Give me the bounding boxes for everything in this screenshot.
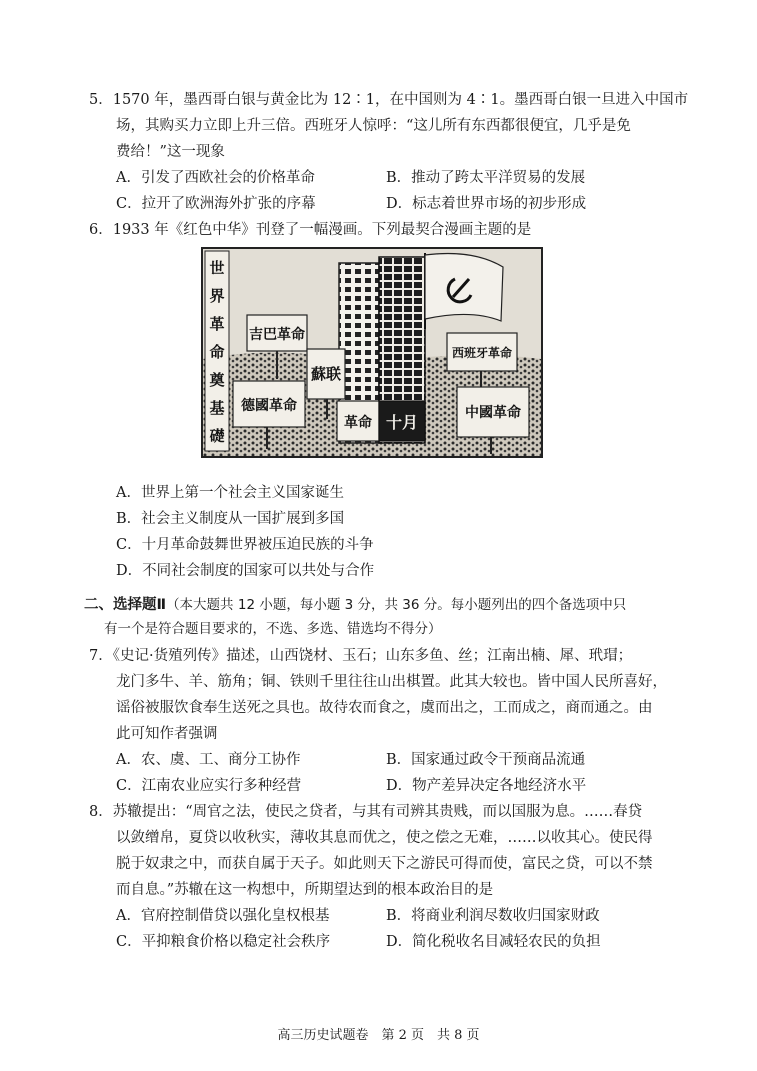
q7-option-d[interactable]: D．物产差异决定各地经济水平 (386, 778, 587, 794)
slogan-char: 基 (209, 399, 225, 417)
section2-desc-line2: 有一个是符合题目要求的，不选、多选、错选均不得分） (104, 621, 442, 637)
svg-text:德國革命: 德國革命 (241, 398, 297, 414)
section2-desc-line1: （本大题共 12 小题，每小题 3 分，共 36 分。每小题列出的四个备选项中只 (166, 597, 627, 613)
slogan-char: 界 (209, 287, 225, 305)
svg-text:西班牙革命: 西班牙革命 (451, 346, 513, 360)
q5-option-b[interactable]: B．推动了跨太平洋贸易的发展 (386, 170, 586, 186)
q8-option-c[interactable]: C．平抑粮食价格以稳定社会秩序 (116, 934, 331, 950)
cartoon-drawing (203, 249, 541, 456)
slogan-char: 世 (209, 259, 225, 277)
svg-text:吉巴革命: 吉巴革命 (249, 327, 305, 343)
sign-shiyue (337, 401, 425, 441)
slogan-char: 礎 (209, 427, 225, 445)
slogan-char: 命 (209, 343, 225, 361)
q5-option-c[interactable]: C．拉开了欧洲海外扩张的序幕 (116, 196, 316, 212)
section2-header (84, 595, 626, 615)
q5-option-d[interactable]: D．标志着世界市场的初步形成 (386, 196, 587, 212)
svg-text:十月: 十月 (385, 413, 419, 432)
q6-cartoon (201, 247, 543, 458)
q7-stem-line1: 7．《史记·货殖列传》描述，山西饶材、玉石；山东多鱼、丝；江南出楠、犀、玳瑁； (89, 648, 633, 664)
q6-option-a[interactable]: A．世界上第一个社会主义国家诞生 (116, 485, 344, 501)
q8-option-a[interactable]: A．官府控制借贷以强化皇权根基 (116, 908, 330, 924)
slogan-char: 革 (209, 315, 225, 333)
q5-stem-line1: 5．1570 年，墨西哥白银与黄金比为 12∶1，在中国则为 4∶1。墨西哥白银一旦进入中国市 (89, 92, 689, 108)
q7-stem-line3: 谣俗被服饮食奉生送死之具也。故待农而食之，虞而出之，工而成之，商而通之。由 (116, 700, 653, 716)
q8-stem-line1: 8．苏辙提出：“周官之法，使民之贷者，与其有司辨其贵贱，而以国服为息。……春贷 (89, 804, 643, 820)
q7-option-c[interactable]: C．江南农业应实行多种经营 (116, 778, 302, 794)
q6-stem-line1: 6．1933 年《红色中华》刊登了一幅漫画。下列最契合漫画主题的是 (89, 222, 532, 238)
svg-text:蘇联: 蘇联 (310, 365, 342, 383)
q7-stem-line4: 此可知作者强调 (116, 726, 218, 742)
slogan-char: 奠 (209, 371, 225, 389)
svg-text:革命: 革命 (344, 415, 372, 431)
q8-stem-line4: 而自息。”苏辙在这一构想中，所期望达到的根本政治目的是 (116, 882, 494, 898)
q6-option-b[interactable]: B．社会主义制度从一国扩展到多国 (116, 511, 345, 527)
q6-option-c[interactable]: C．十月革命鼓舞世界被压迫民族的斗争 (116, 537, 374, 553)
page-footer: 高三历史试题卷 第 2 页 共 8 页 (277, 1028, 480, 1043)
q6-option-d[interactable]: D．不同社会制度的国家可以共处与合作 (116, 563, 375, 579)
q5-option-a[interactable]: A．引发了西欧社会的价格革命 (116, 170, 315, 186)
q8-stem-line3: 脱于奴隶之中，而获自属于天子。如此则天下之游民可得而使，富民之贷，可以不禁 (116, 856, 653, 872)
q8-stem-line2: 以敛缯帛，夏贷以收秋实，薄收其息而优之，使之偿之无难，……以收其心。使民得 (116, 830, 653, 846)
q5-stem-line2: 场，其购买力立即上升三倍。西班牙人惊呼：“这儿所有东西都很便宜，几乎是免 (116, 118, 631, 134)
q7-option-a[interactable]: A．农、虞、工、商分工协作 (116, 752, 301, 768)
cartoon-flag (425, 254, 503, 322)
q7-stem-line2: 龙门多牛、羊、筋角；铜、铁则千里往往山出棋置。此其大较也。皆中国人民所喜好， (116, 674, 667, 690)
q7-option-b[interactable]: B．国家通过政令干预商品流通 (386, 752, 586, 768)
q5-stem-line3: 费给！”这一现象 (116, 144, 225, 160)
q8-option-b[interactable]: B．将商业利润尽数收归国家财政 (386, 908, 600, 924)
section2-title: 二、选择题Ⅱ (84, 597, 167, 613)
svg-text:中國革命: 中國革命 (465, 405, 521, 421)
q8-option-d[interactable]: D．简化税收名目减轻农民的负担 (386, 934, 601, 950)
